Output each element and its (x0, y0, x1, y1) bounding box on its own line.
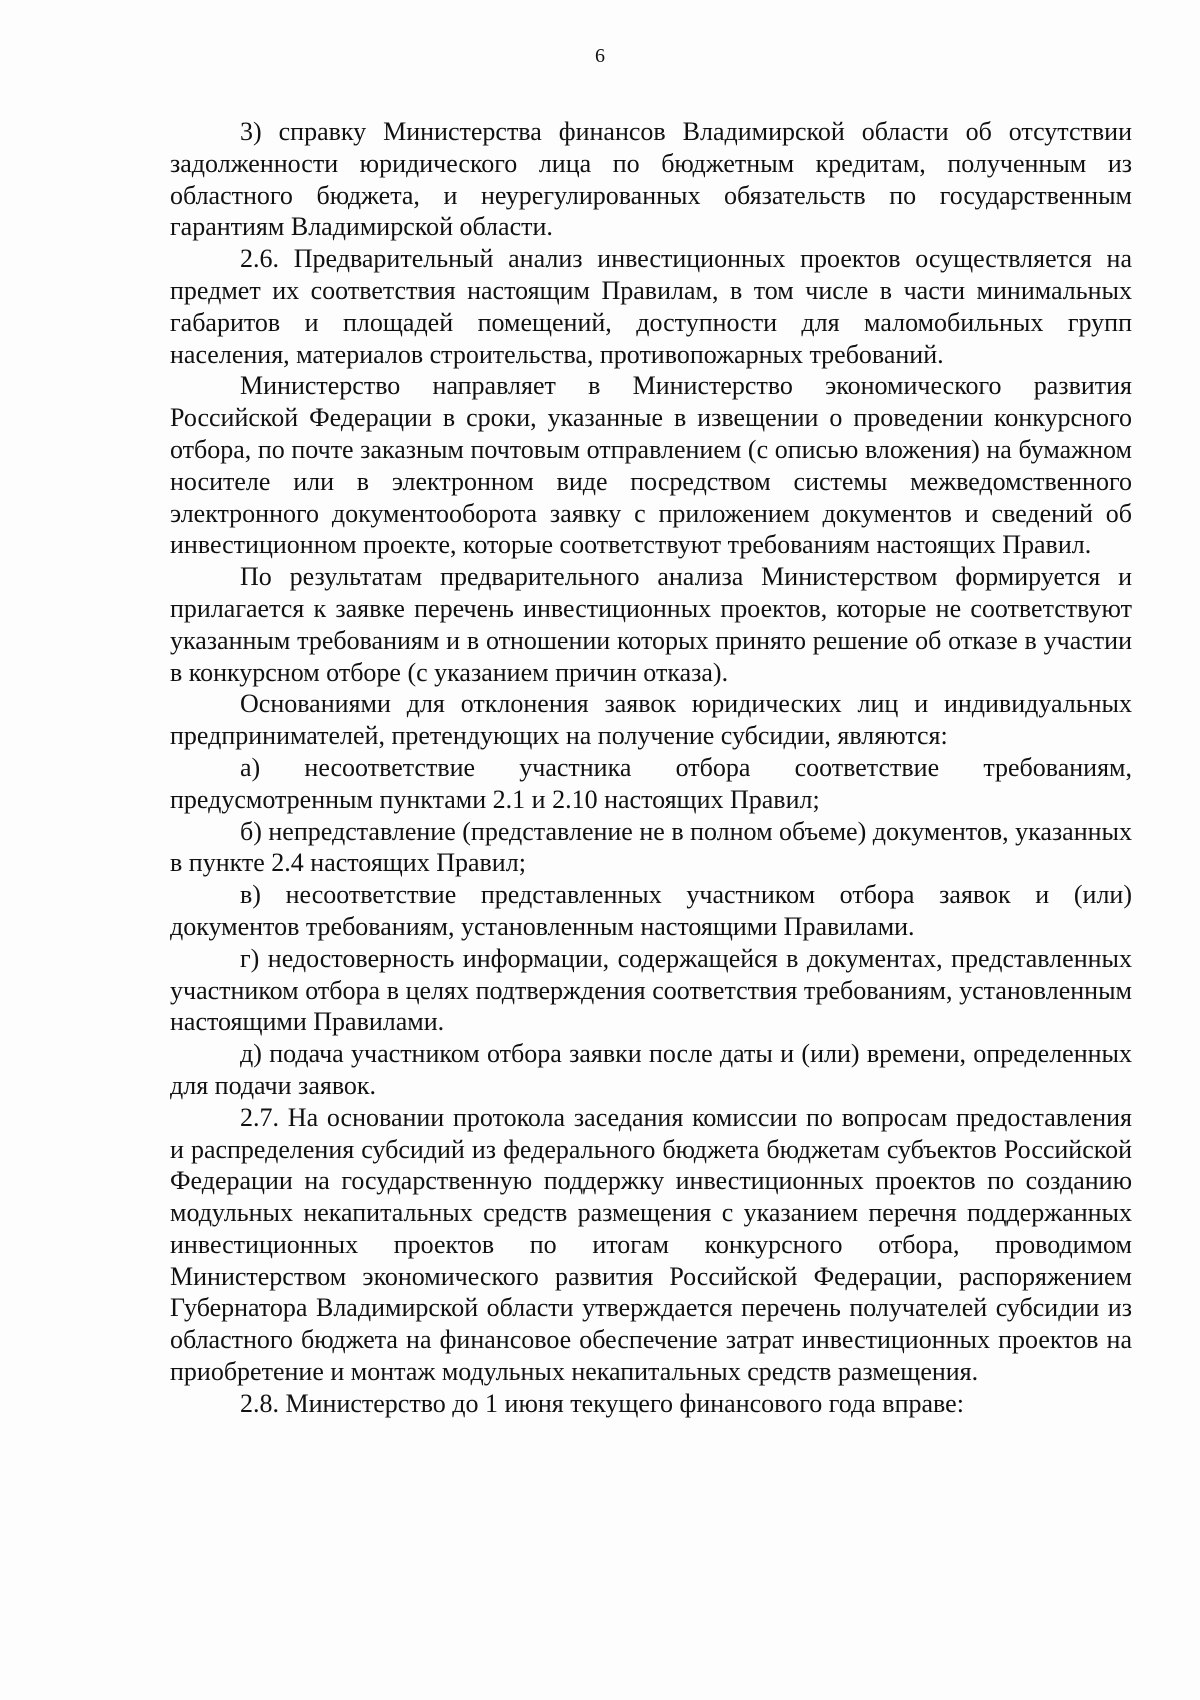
page-number: 6 (595, 45, 605, 67)
paragraph-ground-g: г) недостоверность информации, содержащейся в документах, представленных участником отбора в целях подтверждения соответствия требованиям, установленным настоящими Правилами. (170, 943, 1132, 1037)
paragraph-ministry-sends-application: Министерство направляет в Министерство экономического развития Российской Федерации в сроки, указанные в извещении о проведении конкурсного отбора, по почте заказным почтовым отправлением (с описью вложения) на бумажном носителе или в электронном виде посредством системы межведомственного электронного документооборота заявку с приложением документов и сведений об инвестиционном проекте, которые соответствуют требованиям настоящих Правил. (170, 371, 1132, 560)
paragraph-ground-a: а) несоответствие участника отбора соответствие требованиям, предусмотренным пунктами 2.1 и 2.10 настоящих Правил; (170, 752, 1132, 814)
paragraph-2-6-preliminary-analysis: 2.6. Предварительный анализ инвестиционных проектов осуществляется на предмет их соответствия настоящим Правилам, в том числе в части минимальных габаритов и площадей помещений, доступности для маломобильных групп населения, материалов строительства, противопожарных требований. (170, 244, 1132, 369)
paragraph-2-8-ministry-rights: 2.8. Министерство до 1 июня текущего финансового года вправе: (240, 1388, 964, 1418)
paragraph-ground-d: д) подача участником отбора заявки после даты и (или) времени, определенных для подачи заявок. (170, 1039, 1132, 1100)
paragraph-ground-b: б) непредставление (представление не в полном объеме) документов, указанных в пункте 2.4 настоящих Правил; (170, 816, 1132, 878)
document-body (170, 116, 1132, 1420)
paragraph-item-3-certificate: 3) справку Министерства финансов Владимирской области об отсутствии задолженности юридического лица по бюджетным кредитам, полученным из областного бюджета, и неурегулированных обязательств по государственным гарантиям Владимирской области. (170, 117, 1132, 242)
paragraph-analysis-results: По результатам предварительного анализа Министерством формируется и прилагается к заявке перечень инвестиционных проектов, которые не соответствуют указанным требованиям и в отношении которых принято решение об отказе в участии в конкурсном отборе (с указанием причин отказа). (170, 562, 1132, 687)
paragraph-ground-v: в) несоответствие представленных участником отбора заявок и (или) документов требованиям, установленным настоящими Правилами. (170, 880, 1132, 941)
paragraph-2-7-protocol: 2.7. На основании протокола заседания комиссии по вопросам предоставления и распределения субсидий из федерального бюджета бюджетам субъектов Российской Федерации на государственную поддержку инвестиционных проектов по созданию модульных некапитальных средств размещения с указанием перечня поддержанных инвестиционных проектов по итогам конкурсного отбора, проводимом Министерством экономического развития Российской Федерации, распоряжением Губернатора Владимирской области утверждается перечень получателей субсидии из областного бюджета на финансовое обеспечение затрат инвестиционных проектов на приобретение и монтаж модульных некапитальных средств размещения. (170, 1102, 1132, 1387)
paragraph-rejection-grounds: Основаниями для отклонения заявок юридических лиц и индивидуальных предпринимателей, претендующих на получение субсидии, являются: (170, 689, 1132, 751)
